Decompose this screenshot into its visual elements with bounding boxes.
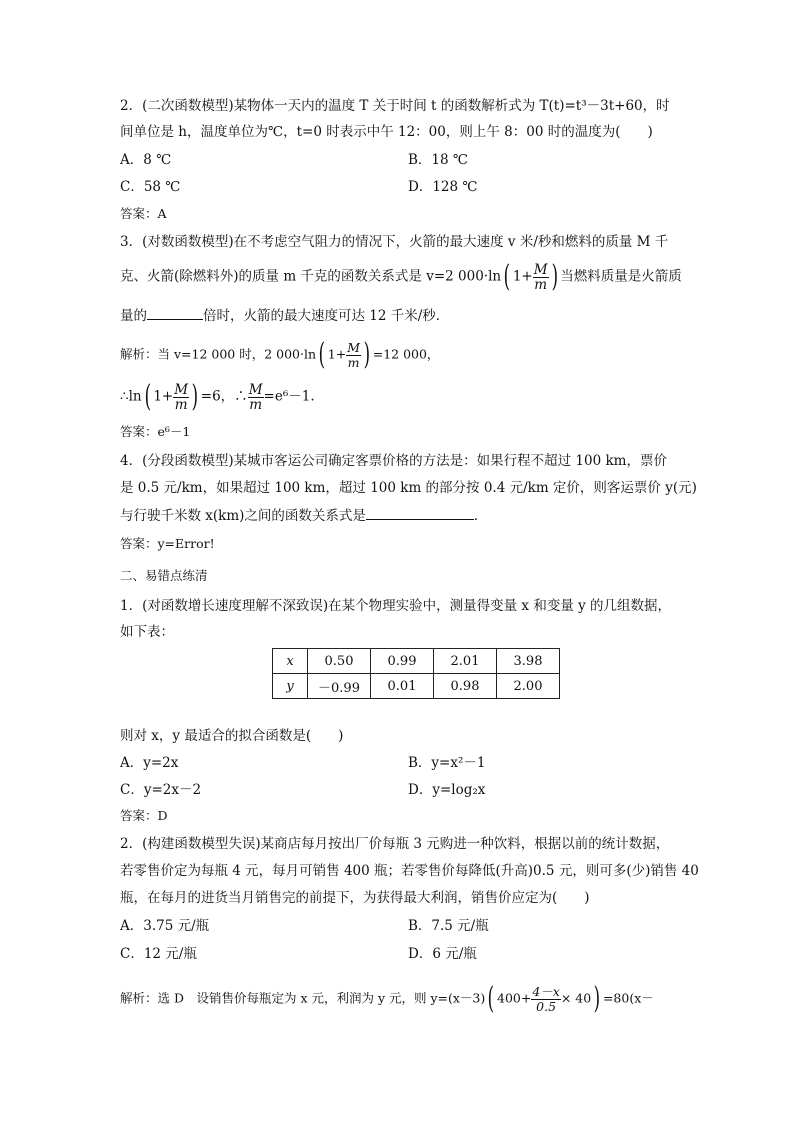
- right-paren: ): [593, 981, 601, 1016]
- q3-line2-mid: 1+: [512, 268, 533, 285]
- left-paren: (: [318, 337, 326, 372]
- frac-den: m: [534, 276, 548, 293]
- frac-num: M: [248, 381, 263, 398]
- q3-solution-line2: [120, 379, 315, 414]
- right-paren: ): [191, 379, 199, 414]
- q3-line3-post: 倍时，火箭的最大速度可达 12 千米/秒．: [203, 308, 450, 324]
- e2-option-a: A．3.75 元/瓶: [120, 918, 210, 934]
- e1-option-d: D．y=log₂x: [408, 782, 486, 798]
- q3-line2-post: 当燃料质量是火箭质: [560, 268, 682, 285]
- frac-num: M: [347, 339, 360, 355]
- frac-num: M: [174, 381, 189, 398]
- fill-blank[interactable]: [147, 305, 203, 320]
- q3-sol1-pre: 解析：当 v=12 000 时，2 000·ln: [120, 346, 317, 362]
- table-cell: y: [273, 674, 308, 699]
- right-paren: ): [551, 259, 558, 294]
- q3-sol1-mid: 1+: [327, 346, 347, 362]
- frac-den: 0.5: [536, 998, 557, 1014]
- q4-answer: 答案：y=Error!: [120, 536, 215, 551]
- e2-option-d: D．6 元/瓶: [408, 946, 477, 962]
- table-cell: 0.01: [371, 674, 434, 699]
- q2-stem-line2: 间单位是 h，温度单位为℃，t=0 时表示中午 12：00，则上午 8：00 时的温度为( ): [120, 124, 653, 140]
- right-paren: ): [363, 337, 371, 372]
- fill-blank[interactable]: [366, 505, 474, 520]
- e1-option-c: C．y=2x－2: [120, 782, 202, 798]
- q4-stem-line1: 4．(分段函数模型)某城市客运公司确定客票价格的方法是：如果行程不超过 100 km，票价: [120, 453, 667, 469]
- table-cell: 0.98: [434, 674, 497, 699]
- q2-answer: 答案：A: [120, 206, 167, 221]
- fraction-m-over-m: [173, 383, 189, 412]
- table-row: [273, 674, 560, 699]
- q2-option-a: A．8 ℃: [120, 152, 172, 168]
- frac-num: M: [533, 261, 548, 278]
- left-paren: (: [503, 259, 511, 294]
- q4-line3-post: ．: [473, 508, 488, 524]
- q2-option-d: D．128 ℃: [408, 179, 478, 195]
- table-cell: 2.00: [497, 674, 560, 699]
- q2-option-c: C．58 ℃: [120, 179, 181, 195]
- e2-sol-pre: 解析：选 D 设销售价每瓶定为 x 元，利润为 y 元，则 y=(x－3): [120, 990, 486, 1006]
- e2-option-c: C．12 元/瓶: [120, 946, 197, 962]
- q3-solution-line1: [120, 337, 440, 372]
- e2-sol-mid2: × 40: [560, 990, 592, 1006]
- e2-sol-post: =80(x－: [602, 990, 654, 1006]
- table-cell: 0.99: [371, 649, 434, 674]
- data-table: [272, 648, 560, 699]
- table-cell: 0.50: [308, 649, 371, 674]
- q3-sol1-post: =12 000，: [372, 346, 440, 362]
- fraction-m-over-m: [533, 263, 549, 292]
- e1-stem-line2: 如下表：: [120, 624, 174, 640]
- fraction-4-minus-x-over-0-5: [531, 985, 561, 1014]
- e1-option-b: B．y=x²－1: [408, 755, 486, 771]
- q3-line3-pre: 量的: [120, 308, 147, 324]
- q3-sol2-pre: ∴ln: [120, 388, 142, 405]
- frac-den: m: [347, 354, 360, 370]
- e1-option-a: A．y=2x: [120, 755, 179, 771]
- left-paren: (: [144, 379, 151, 414]
- left-paren: (: [487, 981, 495, 1016]
- fraction-m-over-m: [248, 383, 264, 412]
- e1-answer: 答案：D: [120, 808, 168, 823]
- e1-question: 则对 x，y 最适合的拟合函数是( ): [120, 728, 344, 744]
- q3-stem-line1: 3．(对数函数模型)在不考虑空气阻力的情况下，火箭的最大速度 v 米/秒和燃料的质量 M 千: [120, 234, 669, 250]
- q2-stem-line1: 2．(二次函数模型)某物体一天内的温度 T 关于时间 t 的函数解析式为 T(t)=t³－3t+60，时: [120, 98, 670, 114]
- q3-stem-line3: [120, 305, 449, 326]
- q3-sol2-mid: 1+: [153, 388, 174, 405]
- q2-option-b: B．18 ℃: [408, 152, 468, 168]
- table-cell: 2.01: [434, 649, 497, 674]
- e2-option-b: B．7.5 元/瓶: [408, 918, 489, 934]
- table-cell: x: [273, 649, 308, 674]
- e2-stem-line3: 瓶，在每月的进货当月销售完的前提下，为获得最大利润，销售价应定为( ): [120, 890, 590, 906]
- e2-solution: [120, 981, 654, 1016]
- table-cell: 3.98: [497, 649, 560, 674]
- fraction-m-over-m: [346, 341, 361, 370]
- section-title: 二、易错点练清: [120, 568, 208, 583]
- e1-stem-line1: 1．(对函数增长速度理解不深致误)在某个物理实验中，测量得变量 x 和变量 y 的几组数据，: [120, 598, 672, 614]
- q3-sol2-mid2: =6，∴: [200, 388, 248, 405]
- e2-sol-mid: 400+: [497, 990, 532, 1006]
- table-row: [273, 649, 560, 674]
- q3-line2-pre: 克、火箭(除燃料外)的质量 m 千克的函数关系式是 v=2 000·ln: [120, 268, 502, 285]
- q4-stem-line2: 是 0.5 元/km，如果超过 100 km，超过 100 km 的部分按 0.4 元/km 定价，则客运票价 y(元): [120, 480, 697, 496]
- table-cell: －0.99: [308, 674, 371, 699]
- q4-line3-pre: 与行驶千米数 x(km)之间的函数关系式是: [120, 508, 366, 524]
- e2-stem-line1: 2．(构建函数模型失误)某商店每月按出厂价每瓶 3 元购进一种饮料，根据以前的统计数据，: [120, 836, 670, 852]
- e2-stem-line2: 若零售价定为每瓶 4 元，每月可销售 400 瓶；若零售价每降低(升高)0.5 元，则可多(少)销售 40: [120, 863, 699, 879]
- frac-den: m: [174, 396, 188, 413]
- q3-answer: 答案：e⁶－1: [120, 424, 191, 439]
- q3-stem-line2: [120, 259, 682, 294]
- q4-stem-line3: [120, 505, 487, 526]
- q3-sol2-post: =e⁶－1.: [263, 388, 315, 405]
- frac-num: 4－x: [532, 983, 560, 999]
- frac-den: m: [249, 396, 262, 413]
